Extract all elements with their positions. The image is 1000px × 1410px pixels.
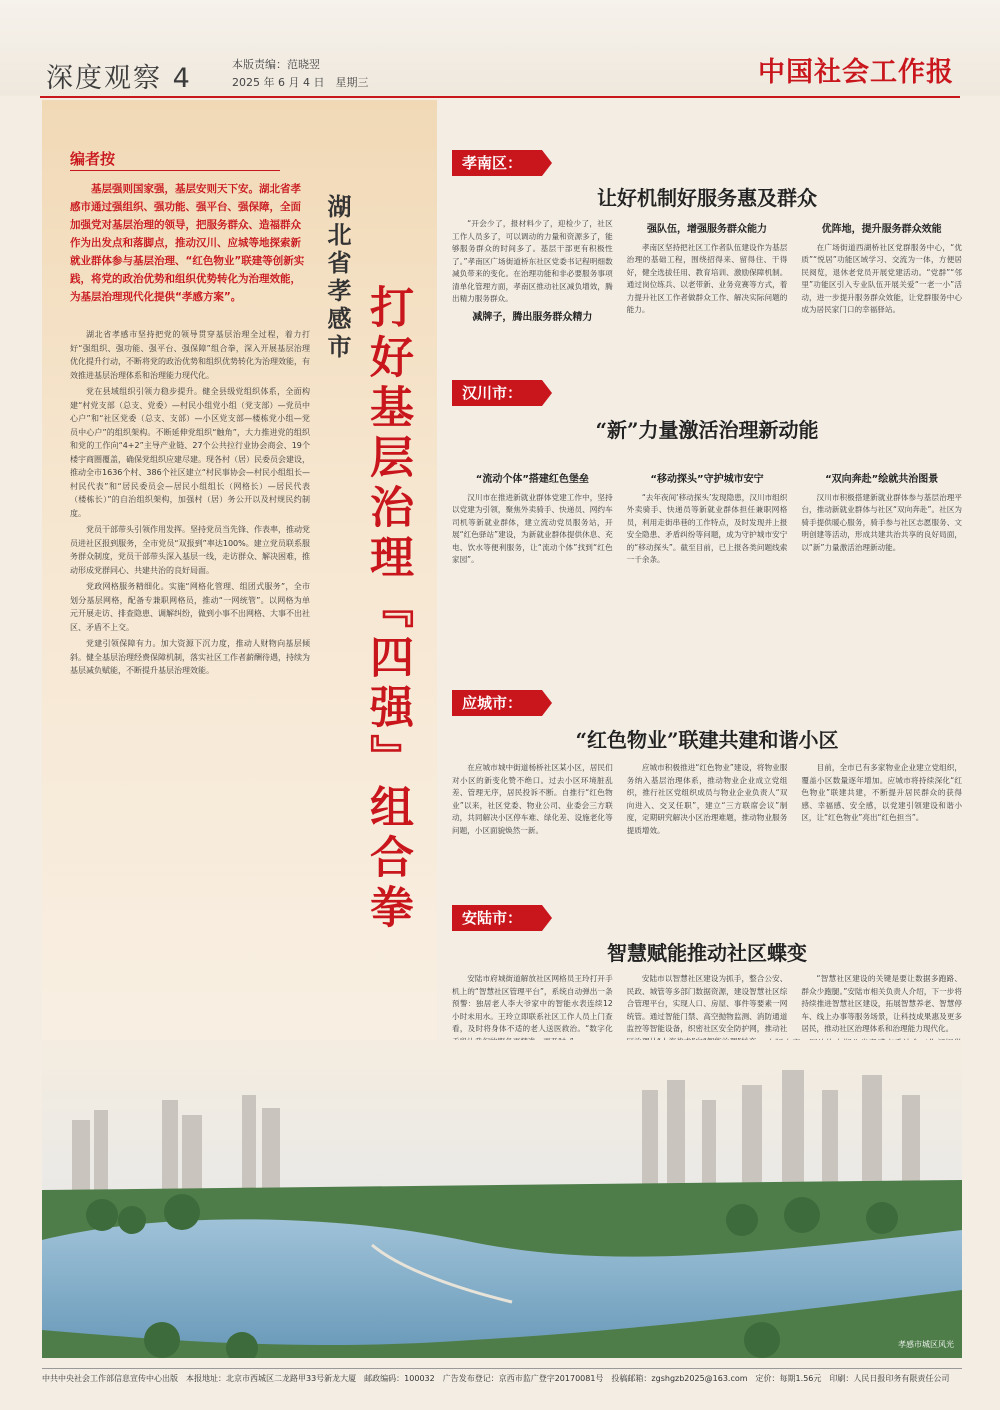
masthead-rule (40, 96, 960, 98)
article-column (452, 762, 613, 840)
column-text: 汉川市在推进新就业群体党建工作中，坚持以党建为引领，聚焦外卖骑手、快递员、网约车司机等新就业群体，建立流动党员服务站，开展“红色驿站”建设，为新就业群体提供休息、充电、饮水等便利服务，让“流动个体”找到“红色家园”。 (452, 492, 613, 564)
section-headline: “红色物业”联建共建和谐小区 (575, 728, 839, 752)
lead-paragraph: 湖北省孝感市坚持把党的领导贯穿基层治理全过程，着力打好“强组织、强功能、强平台、强保障”组合拳，深入开展基层治理优化提升行动，不断将党的政治优势和组织优势转化为治理效能，有效推进基层治理体系和治理能力现代化。 (70, 330, 310, 380)
subhead: 强队伍，增强服务群众能力 (647, 224, 767, 235)
article-column (801, 468, 962, 570)
column-text: “开会少了，报材料少了，迎检少了，社区工作人员多了，可以调动的力量和资源多了，能够服务群众的时间多了。基层干部更有积极性了。”孝南区广场街道桥东社区党委书记程明细数减负带来的变化。在治理功能和非必要服务事项清单化管理方面，孝南区推动社区减负增效，腾出精力服务群众。 (452, 219, 613, 303)
section-xiaonan (452, 150, 962, 360)
article-column (801, 218, 962, 329)
article-column (627, 218, 788, 329)
article-column (452, 468, 613, 570)
article-column (452, 218, 613, 329)
section-yingcheng (452, 690, 962, 880)
editor-note-text: 基层强则国家强，基层安则天下安。湖北省孝感市通过强组织、强功能、强平台、强保障，全面加强党对基层治理的领导，把服务群众、造福群众作为出发点和落脚点，推动汉川、应城等地探索新就业群体参与基层治理、“红色物业”联建等创新实践，将党的政治优势和组织优势转化为治理效能，为基层治理现代化提供“孝感方案”。 (70, 183, 305, 303)
section-hanchuan (452, 380, 962, 630)
subhead: “双向奔赴”绘就共治图景 (825, 474, 939, 485)
column-text: 目前，全市已有多家物业企业建立党组织，覆盖小区数量逐年增加。应城市将持续深化“红色物业”联建共建，不断提升居民群众的获得感、幸福感、安全感，以党建引领建设和谐小区，让“红色物业”亮出“红色担当”。 (801, 763, 963, 822)
newspaper-logo: 中国社会工作报 (758, 57, 954, 88)
lead-article (70, 328, 310, 681)
column-text: 在广场街道西湖桥社区党群服务中心，“优质”“悦居”功能区域学习、交流为一体，方便居民阅览，退休老党员开展党建活动。“党群”“邻里”功能区引入专业队伍开展关爱“一老一小”活动，进一步提升服务群众效能，让党群服务中心成为居民家门口的幸福驿站。 (801, 242, 963, 314)
editor-line: 本版责编：范晓翌 (232, 58, 320, 71)
sub-title: 湖北省孝感市 (323, 194, 352, 362)
column-text: 在应城市城中街道杨桥社区某小区，居民们对小区的新变化赞不绝口。过去小区环境脏乱差、管理无序，居民投诉不断。自推行“红色物业”以来，社区党委、物业公司、业委会三方联动，共同解决小区停车难、绿化差、设施老化等问题，小区面貌焕然一新。 (452, 763, 613, 835)
article-column (627, 468, 788, 570)
edition-meta (232, 56, 368, 92)
photo-caption: 孝感市城区风光 (898, 1340, 954, 1349)
section-headline: “新”力量激活治理新动能 (595, 418, 819, 442)
city-tag: 应城市： (452, 690, 542, 716)
section-columns (452, 468, 962, 570)
subhead: “移动探头”守护城市安宁 (650, 474, 764, 485)
section-headline: 智慧赋能推动社区蝶变 (607, 941, 807, 965)
masthead (0, 0, 1000, 96)
article-column (627, 762, 788, 840)
city-tag: 汉川市： (452, 380, 542, 406)
city-tag: 安陆市： (452, 905, 542, 931)
column-text: 安陆市以智慧社区建设为抓手，整合公安、民政、城管等多部门数据资源，建设智慧社区综合管理平台，实现人口、房屋、事件等要素一网统管。通过智能门禁、高空抛物监测、消防通道监控等智能设备，织密社区安全防护网，推动社 (626, 974, 788, 1033)
main-title: 打好基层治理『四强』组合拳 (362, 284, 413, 934)
column-text: 汉川市积极搭建新就业群体参与基层治理平台，推动新就业群体与社区“双向奔赴”。社区为骑手提供暖心服务，骑手参与社区志愿服务、文明创建等活动，形成共建共治共享的良好局面，以“新”力量激活治理新动能。 (801, 492, 963, 552)
column-text: 安陆市府城街道解放社区网格员王玲打开手机上的“智慧社区管理平台”，系统自动弹出一条预警：独居老人李大爷家中的智能水表连续12小时未用水。王玲立即联系社区工作人员上门查看，及时将身体不适的老人送医救治。“数字化 (452, 974, 613, 1033)
date-line: 2025 年 6 月 4 日 星期三 (232, 76, 369, 89)
subhead: 减牌子，腾出服务群众精力 (472, 311, 593, 323)
subhead: “流动个体”搭建红色堡垒 (475, 474, 589, 485)
article-column (801, 762, 962, 840)
page-footer: 中共中央社会工作部信息宣传中心出版 本报地址：北京市西城区二龙路甲33号新龙大厦 邮政编码：100032 广告发布登记：京西市监广登字20170081号 投稿邮箱：zgshgzb2025@163.com 定价：每期1.56元 印刷：人民日报印务有限责任公司 (42, 1368, 962, 1384)
column-text: “去年夜间‘移动探头’发现隐患，汉川市组织外卖骑手、快递员等新就业群体担任兼职网格员，利用走街串巷的工作特点，及时发现并上报安全隐患、矛盾纠纷等问题，成为守护城市安宁的“移动探头”。截至目前，已上报各类问题线索一千余条。 (626, 492, 788, 564)
column-text: “智慧社区建设的关键是要让数据多跑路、群众少跑腿。”安陆市相关负责人介绍，下一步将持续推进智慧社区建设，拓展智慧养老、智慧停车、线上办事等服务场景，让科技成果惠及更多居民，推动社区治理体系和治理能力现代化。 (801, 974, 963, 1033)
section-columns (452, 762, 962, 840)
column-text: 应城市积极推进“红色物业”建设，将物业服务纳入基层治理体系，推动物业企业成立党组织，推行社区党组织成员与物业企业负责人“双向进入、交叉任职”，建立“三方联席会议”制度，定期研究解决小区治理难题，推动物业服务提质增效。 (626, 763, 788, 835)
section-headline: 让好机制好服务惠及群众 (597, 186, 817, 210)
editor-note-rule (70, 170, 280, 171)
panorama-illustration (42, 1040, 962, 1358)
column-text: 孝南区坚持把社区工作者队伍建设作为基层治理的基础工程，围绕招得来、留得住、干得好，健全选拔任用、教育培训、激励保障机制。通过岗位练兵、以老带新、业务竞赛等方式，着力提升社区工作者做群众工作、解决实际问题的能力。 (626, 242, 788, 314)
editor-note-tag: 编者按 (70, 150, 116, 168)
lead-paragraph: 党政网格服务精细化。实施“网格化管理、组团式服务”，全市划分基层网格，配备专兼职网格员，推动“一网统管”。以网格为单元开展走访、排查隐患、调解纠纷，做到小事不出网格、大事不出社区、矛盾不上交。 (70, 582, 310, 632)
city-panorama-photo (42, 1040, 962, 1358)
subhead: 优阵地，提升服务群众效能 (821, 224, 942, 235)
lead-paragraph: 党在县域组织引领力稳步提升。健全县级党组织体系，全面构建“村党支部（总支、党委）—村民小组党小组（党支部）—党员中心户”和“社区党委（总支、支部）—小区党支部—楼栋党小组—党员中心户”的组织架构。不断延伸党组织“触角”，大力推进党的组织和党的工作向“4+2”主导产业链、27个公共拉行业协会商会、19个楼宇商圈覆盖，确保党组织应建尽建。现各村（居）民委员会建设，推动全市1636个村、386个社区建立“村民事协会—村民小组组长—村民代表”和“居民委员会—居民小组组长（网格长）—居民代表（楼栋长）”的自治组织架构，加强村（居）务公开以及村规民约制度。 (70, 387, 310, 518)
section-title: 深度观察 4 (46, 63, 192, 94)
lead-paragraph: 党员干部带头引领作用发挥。坚持党员当先锋、作表率，推动党员进社区报到服务，全市党员“双报到”率达100%。建立党员联系服务群众制度，党员干部带头深入基层一线，走访群众、解决困难，推动形成党群同心、共建共治的良好局面。 (70, 525, 310, 575)
section-columns (452, 218, 962, 329)
section-anlu (452, 905, 962, 1035)
city-tag: 孝南区： (452, 150, 542, 176)
lead-paragraph: 党建引领保障有力。加大资源下沉力度，推动人财物向基层倾斜。健全基层治理经费保障机制，落实社区工作者薪酬待遇，持续为基层减负赋能，不断提升基层治理效能。 (70, 639, 310, 675)
